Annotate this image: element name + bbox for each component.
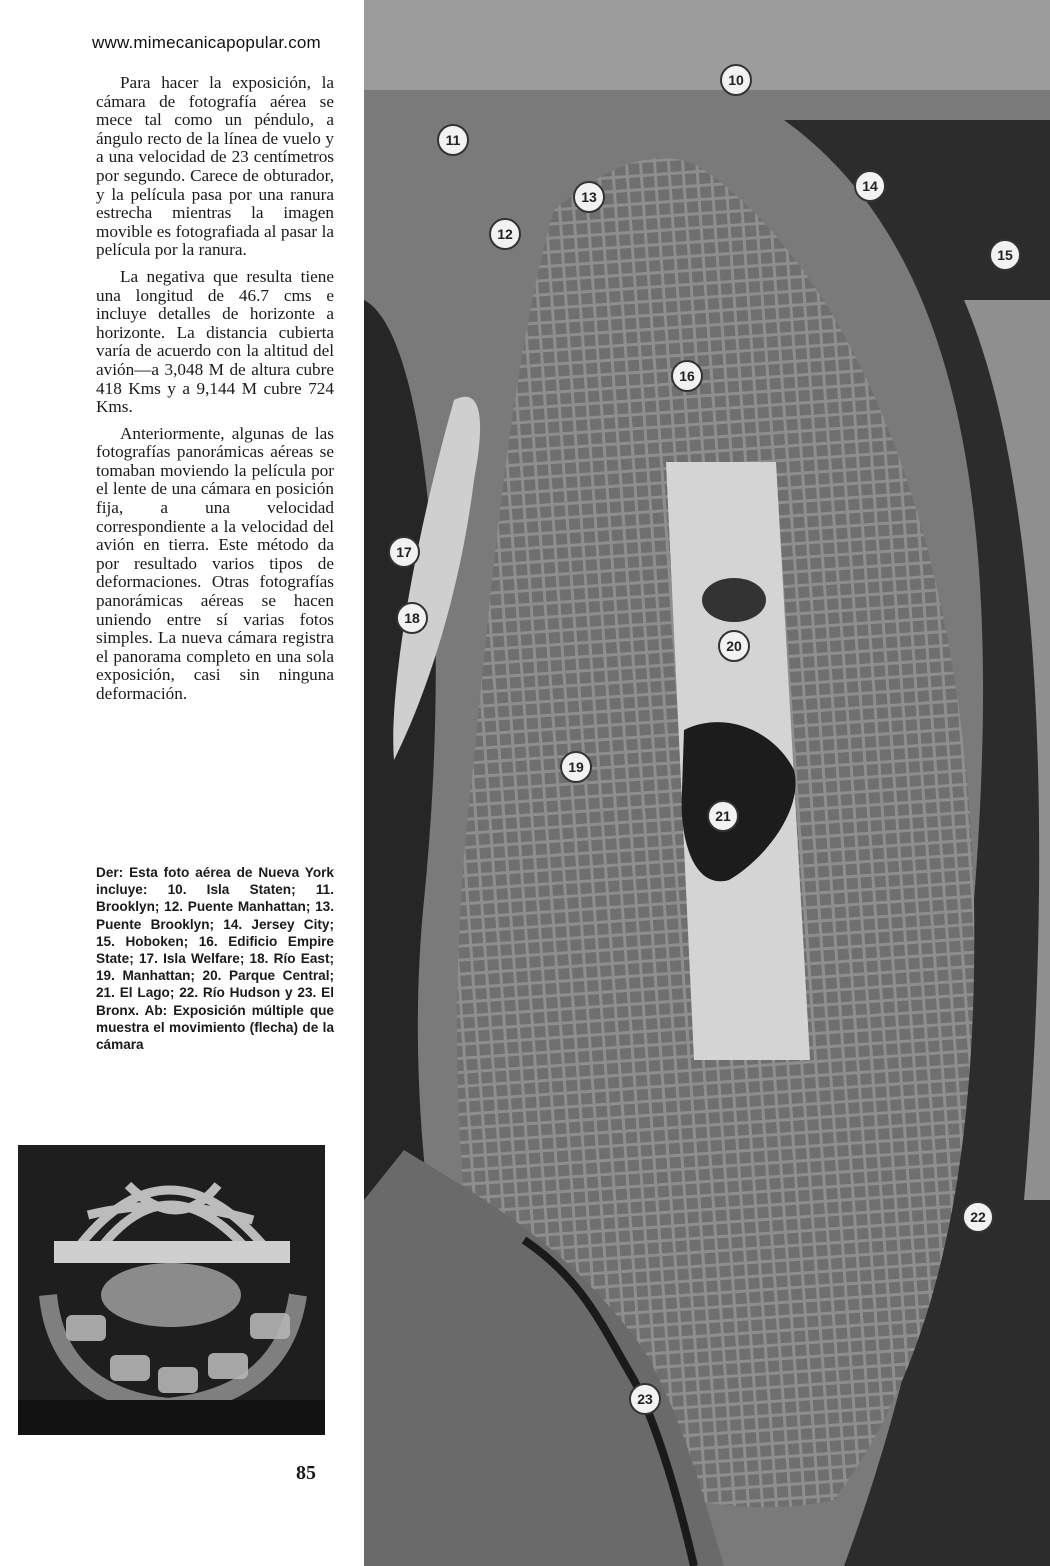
- page-number: 85: [296, 1462, 316, 1484]
- marker-14: 14: [862, 178, 878, 194]
- marker-22: 22: [970, 1209, 986, 1225]
- paragraph-2: La negativa que resulta tiene una longitud de 46.7 cms e incluye detalles de horizonte a horizonte. La distancia cubierta varía de acuerdo con la altitud del avión—a 3,048 M de altura cubre 418 Kms y a 9,144 M cubre 724 Kms.: [96, 266, 334, 417]
- marker-21: 21: [715, 808, 731, 824]
- marker-19: 19: [568, 759, 584, 775]
- marker-16: 16: [679, 368, 695, 384]
- marker-20: 20: [726, 638, 742, 654]
- aerial-map-drawing: [364, 0, 1050, 1566]
- marker-17: 17: [396, 544, 412, 560]
- marker-10: 10: [728, 72, 744, 88]
- paragraph-3: Anteriormente, algunas de las fotografías panorámicas aéreas se tomaban moviendo la película por el lente de una cámara en posición fija, a una velocidad correspondiente a la velocidad del avión en tierra. Este método da por resultado varios tipos de deformaciones. Otras fotografías panorámicas aéreas se hacen uniendo entre sí varias fotos simples. La nueva cámara registra el panorama completo en una sola exposición, casi sin ninguna deformación.: [96, 423, 334, 703]
- marker-13: 13: [581, 189, 597, 205]
- marker-18: 18: [404, 610, 420, 626]
- article-text-column: [96, 74, 334, 712]
- marker-23: 23: [637, 1391, 653, 1407]
- paragraph-1: Para hacer la exposición, la cámara de fotografía aérea se mece tal como un péndulo, a ángulo recto de la línea de vuelo y a una velocidad de 23 centímetros por segundo. Carece de obturador, y la película pasa por una ranura estrecha mientras la imagen movible es fotografiada al pasar la película por la ranura.: [96, 73, 334, 260]
- aerial-photo-new-york: [364, 0, 1050, 1566]
- marker-11: 11: [445, 132, 461, 148]
- camera-photo-drawing: [18, 1145, 325, 1435]
- photo-caption: Der: Esta foto aérea de Nueva York incluye: 10. Isla Staten; 11. Brooklyn; 12. Puente Manhattan; 13. Puente Brooklyn; 14. Jersey City; 15. Hoboken; 16. Edificio Empire State; 17. Isla Welfare; 18. Río East; 19. Manhattan; 20. Parque Central; 21. El Lago; 22. Río Hudson y 23. El Bronx. Ab: Exposición múltiple que muestra el movimiento (flecha) de la cámara: [96, 865, 334, 1053]
- marker-12: 12: [497, 226, 513, 242]
- website-url: www.mimecanicapopular.com: [92, 33, 321, 52]
- camera-multiple-exposure-photo: [18, 1145, 325, 1435]
- marker-15: 15: [997, 247, 1013, 263]
